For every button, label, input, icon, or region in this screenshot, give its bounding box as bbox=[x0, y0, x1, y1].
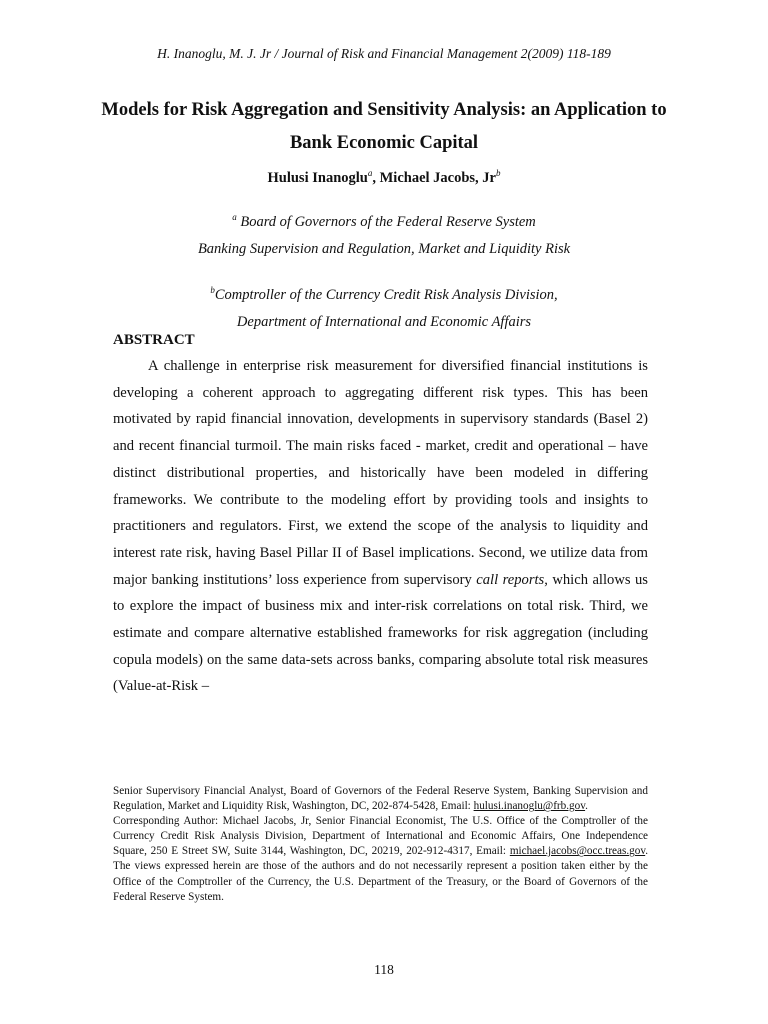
affiliation-a bbox=[0, 204, 768, 263]
author-name: Michael Jacobs, Jr bbox=[379, 169, 496, 186]
affiliation-line: Banking Supervision and Regulation, Market and Liquidity Risk bbox=[197, 240, 571, 257]
affiliation-line bbox=[0, 277, 768, 309]
abstract-emphasis: call reports bbox=[476, 571, 545, 588]
paper-title: Models for Risk Aggregation and Sensitivity Analysis: an Application to Bank Economic Capital bbox=[101, 100, 667, 153]
running-header: H. Inanoglu, M. J. Jr / Journal of Risk and Financial Management 2(2009) 118-189 bbox=[157, 46, 611, 61]
affiliation-text: Comptroller of the Currency Credit Risk Analysis Division, bbox=[214, 286, 558, 303]
author-affiliation-mark: b bbox=[496, 168, 501, 178]
abstract-body bbox=[113, 353, 648, 700]
footnote-text: . bbox=[585, 800, 588, 813]
abstract-text: A challenge in enterprise risk measurement for diversified financial institutions is developing a coherent approach to aggregating different risk types. This has been motivated by rapid financial innovation, developments in supervisory standards (Basel 2) and recent financial turmoil. The main risks faced - market, credit and operational – have distinct distributional properties, and historically have been modeled in differing frameworks. We contribute to the modeling effort by providing tools and insights to practitioners and regulators. First, we extend the scope of the analysis to liquidity and interest rate risk, having Basel Pillar II of Basel implications. Second, we utilize data from major banking institutions’ loss experience from supervisory bbox=[113, 358, 648, 588]
abstract-paragraph bbox=[113, 353, 648, 700]
author-affiliation-mark: a bbox=[367, 168, 373, 178]
affiliation-b bbox=[0, 277, 768, 336]
email-link[interactable]: hulusi.inanoglu@frb.gov bbox=[473, 800, 586, 813]
footnote-text: . The views expressed herein are those of the authors and do not necessarily represent a position taken either by the Office of the Comptroller of the Currency, the U.S. Department of the Treasury, or the Board of Governors of the Federal Reserve System. bbox=[113, 845, 648, 903]
affiliation-text: Board of Governors of the Federal Reserve System bbox=[240, 213, 536, 230]
abstract-heading: ABSTRACT bbox=[113, 332, 195, 348]
footnote-2 bbox=[113, 814, 648, 905]
footnotes bbox=[113, 784, 648, 905]
affiliation-line bbox=[0, 204, 768, 236]
affiliation-mark: b bbox=[210, 285, 215, 295]
author-separator: , bbox=[372, 169, 380, 186]
abstract-text: , which allows us to explore the impact of business mix and inter-risk correlations on total risk. Third, we estimate and compare alternative established frameworks for risk aggregation (including copula models) on the same data-sets across banks, comparing absolute total risk measures (Value-at-Risk – bbox=[113, 571, 648, 695]
affiliation-mark: a bbox=[232, 212, 237, 222]
footnote-text: Corresponding Author: Michael Jacobs, Jr, Senior Financial Economist, The U.S. Office of the Comptroller of the Currency Credit Risk Analysis Division, Department of International and Economic Affairs, One Independence Square, 250 E Street SW, Suite 3144, Washington, DC, 20219, 202-912-4317, Email: bbox=[113, 815, 648, 858]
affiliation-line: Department of International and Economic Affairs bbox=[236, 313, 532, 330]
author-line bbox=[0, 168, 768, 187]
footnote-1 bbox=[113, 784, 648, 814]
email-link[interactable]: michael.jacobs@occ.treas.gov bbox=[509, 845, 646, 858]
author-name: Hulusi Inanoglu bbox=[267, 169, 368, 186]
page-number: 118 bbox=[374, 962, 394, 977]
footnote-text: Senior Supervisory Financial Analyst, Board of Governors of the Federal Reserve System, Banking Supervision and Regulation, Market and Liquidity Risk, Washington, DC, 202-874-5428, Email: bbox=[113, 785, 648, 813]
